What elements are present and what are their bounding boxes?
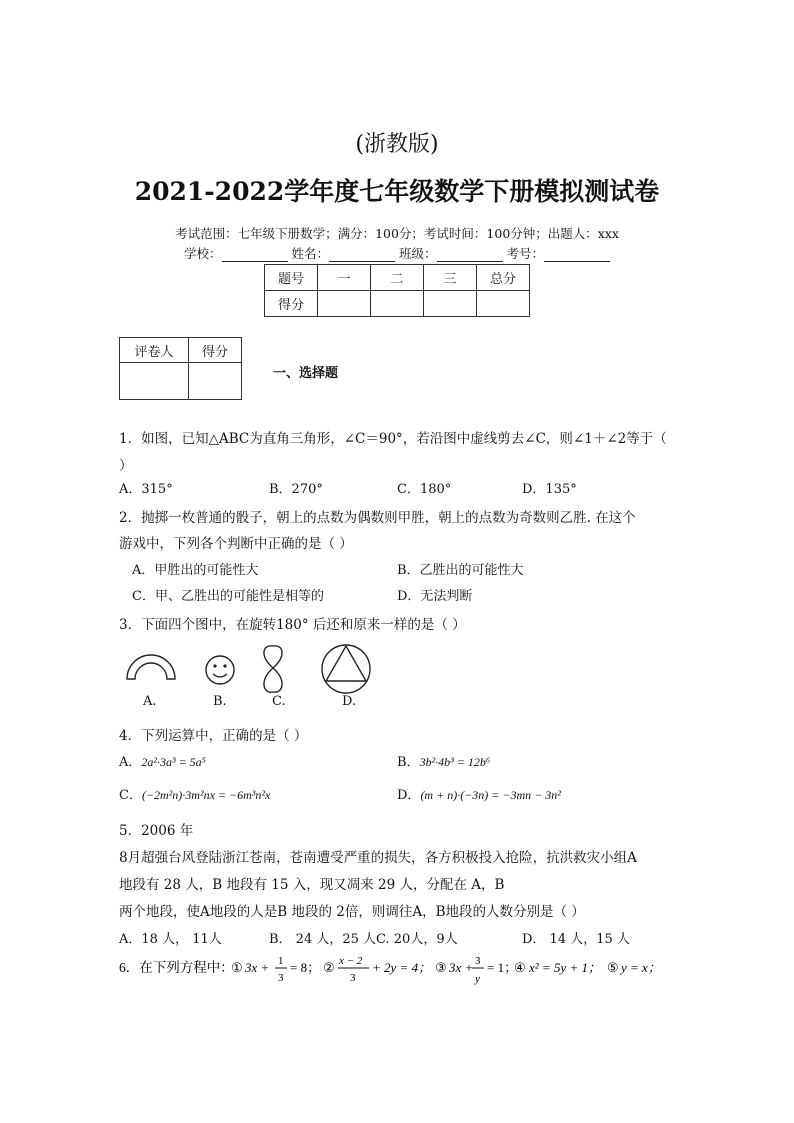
q2-option-d[interactable]: D．无法判断 — [397, 589, 473, 604]
grader-score-header: 得分 — [189, 338, 242, 363]
q3-label-c: C. — [272, 694, 286, 709]
q1-option-a[interactable]: A．315° — [119, 482, 173, 497]
grader-header: 评卷人 — [120, 338, 189, 363]
score-cell[interactable] — [424, 291, 477, 317]
q1-option-b[interactable]: B．270° — [269, 482, 323, 497]
grader-cell[interactable] — [120, 363, 189, 400]
q3-stem: 3．下面四个图中，在旋转180° 后还和原来一样的是（ ） — [119, 617, 466, 633]
q5-line1: 5．2006 年 — [119, 823, 194, 839]
q4-option-b-expr: 3b²·4b³ = 12b⁶ — [419, 755, 491, 769]
q4-option-a[interactable] — [119, 751, 206, 770]
q4-stem: 4．下列运算中，正确的是（ ） — [119, 728, 308, 744]
q6-circled-2: ② — [323, 960, 335, 975]
score-header-cell: 一 — [318, 265, 371, 291]
q6-eq3-den: y — [475, 973, 480, 985]
arch-figure-icon[interactable] — [127, 655, 175, 679]
exam-edition: (浙教版) — [355, 132, 439, 157]
score-cell[interactable] — [477, 291, 530, 317]
q6-eq2-den: 3 — [350, 972, 356, 984]
q5-option-bc[interactable]: B． 24 人，25 人C. 20人，9人 — [269, 932, 458, 947]
q6-circled-3: ③ — [435, 960, 447, 975]
q6-eq2-num: x − 2 — [339, 955, 363, 967]
student-info-line — [0, 244, 794, 262]
q4-option-d[interactable] — [397, 784, 561, 803]
name-field[interactable] — [329, 248, 395, 262]
q4-option-c-expr: (−2m²n)·3m²nx = −6m³n²x — [141, 788, 271, 802]
q6-eq3-right: = 1； — [487, 960, 518, 975]
school-label: 学校： — [183, 246, 222, 261]
q4-option-a-letter: A． — [119, 755, 142, 770]
score-cell[interactable] — [371, 291, 424, 317]
q6-eq1-left: 3x + — [245, 960, 270, 975]
score-table — [264, 264, 530, 317]
score-header-cell: 总分 — [477, 265, 530, 291]
q3-label-a: A. — [143, 694, 157, 709]
grader-score-cell[interactable] — [189, 363, 242, 400]
q6-eq1-den: 3 — [278, 972, 284, 984]
q5-option-a[interactable]: A．18 人， 11人 — [119, 932, 222, 947]
q1-option-c[interactable]: C．180° — [397, 482, 452, 497]
q6-circled-1: ① — [231, 960, 243, 975]
q1-stem: 1．如图，已知△ABC为直角三角形，∠C＝90°，若沿图中虚线剪去∠C，则∠1＋∠2等于（ — [119, 431, 667, 447]
q4-option-a-expr: 2a²·3a³ = 5a⁵ — [141, 755, 206, 769]
q4-option-c-letter: C． — [119, 788, 142, 803]
q3-label-b: B. — [213, 694, 227, 709]
q4-option-d-expr: (m + n)·(−3n) = −3mn − 3n² — [420, 788, 561, 802]
q6-eq1-num: 1 — [278, 955, 284, 967]
q4-option-b-letter: B． — [397, 755, 420, 770]
score-header-cell: 二 — [371, 265, 424, 291]
q6-eq2-right: + 2y = 4； — [372, 960, 432, 975]
exam-title: 2021-2022学年度七年级数学下册模拟测试卷 — [134, 177, 660, 206]
q2-stem-line1: 2．抛掷一枚普通的骰子，朝上的点数为偶数则甲胜，朝上的点数为奇数则乙胜. 在这个 — [119, 510, 636, 526]
q4-option-c[interactable] — [119, 784, 270, 803]
score-header-cell: 三 — [424, 265, 477, 291]
q2-stem-line2: 游戏中，下列各个判断中正确的是（ ） — [119, 536, 353, 552]
class-field[interactable] — [437, 248, 503, 262]
grader-table — [119, 337, 242, 400]
score-row-label: 得分 — [265, 291, 318, 317]
q4-option-b[interactable] — [397, 751, 490, 770]
triangle-in-circle-icon[interactable] — [322, 645, 370, 693]
q5-line2: 8月超强台风登陆浙江苍南，苍南遭受严重的损失，各方积极投入抢险，抗洪救灾小组A — [119, 850, 637, 866]
name-label: 姓名： — [291, 246, 329, 261]
q4-option-d-letter: D． — [397, 788, 421, 803]
smiley-face-icon[interactable] — [206, 656, 234, 684]
section-heading: 一、选择题 — [273, 366, 339, 381]
school-field[interactable] — [222, 248, 288, 262]
q1-option-d[interactable]: D．135° — [522, 482, 577, 497]
number-label: 考号： — [506, 246, 544, 261]
q6-eq3-left: 3x + — [449, 960, 474, 975]
q5-line3: 地段有 28 人，B 地段有 15 入，现又凋来 29 人，分配在 A，B — [119, 877, 505, 893]
q6-eq3-num: 3 — [475, 955, 481, 967]
q6-eq4: x² = 5y + 1； — [529, 960, 601, 975]
exam-info-line: 考试范围：七年级下册数学；满分：100分；考试时间：100分钟；出题人：xxx — [175, 226, 619, 241]
q5-option-d[interactable]: D． 14 人，15 人 — [522, 932, 630, 947]
q2-option-b[interactable]: B．乙胜出的可能性大 — [397, 563, 524, 578]
class-label: 班级： — [398, 246, 437, 261]
score-header-cell: 题号 — [265, 265, 318, 291]
q5-line4: 两个地段，使A地段的人是B 地段的 2倍，则调往A，B地段的人数分别是（ ） — [119, 904, 585, 920]
q6-circled-5: ⑤ — [607, 960, 619, 975]
q2-option-a[interactable]: A．甲胜出的可能性大 — [132, 563, 259, 578]
q3-label-d: D. — [342, 694, 357, 709]
q6-circled-4: ④ — [514, 960, 526, 975]
q6-eq5: y = x； — [621, 960, 661, 975]
q1-stem-end: ） — [119, 458, 133, 474]
number-field[interactable] — [544, 248, 610, 262]
q6-eq1-right: = 8； — [290, 960, 321, 975]
q2-option-c[interactable]: C．甲、乙胜出的可能性是相等的 — [132, 589, 324, 604]
score-cell[interactable] — [318, 291, 371, 317]
figure-eight-icon[interactable] — [264, 646, 282, 692]
q6-stem — [119, 946, 669, 990]
q6-prefix: 6．在下列方程中： — [119, 960, 234, 975]
